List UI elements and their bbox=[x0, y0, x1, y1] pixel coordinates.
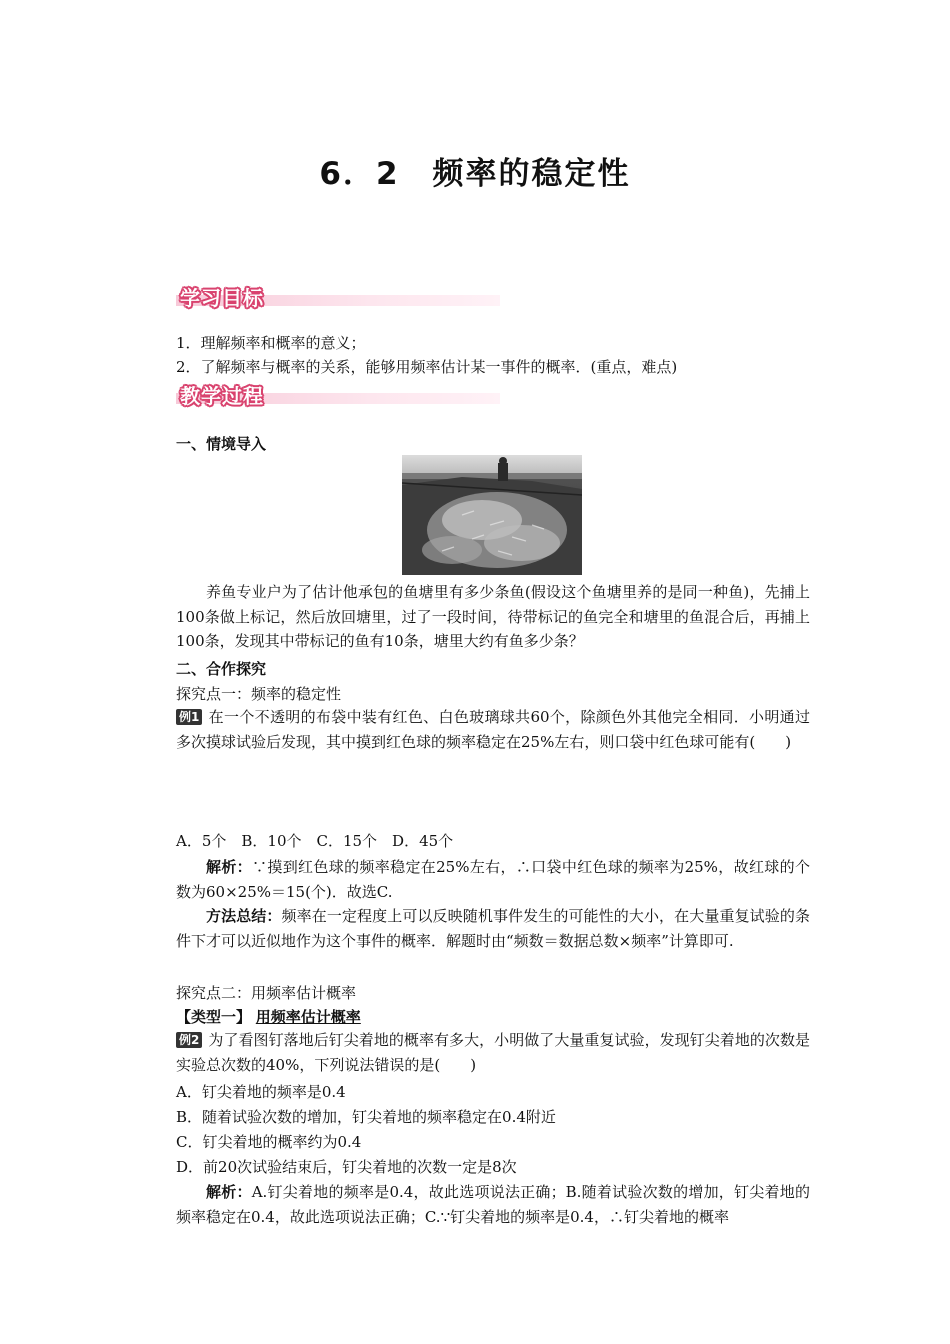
example-2-text: 为了看图钉落地后钉尖着地的概率有多大，小明做了大量重复试验，发现钉尖着地的次数是实验总次数的40%，下列说法错误的是( ) bbox=[176, 1031, 810, 1074]
intro-paragraph: 养鱼专业户为了估计他承包的鱼塘里有多少条鱼(假设这个鱼塘里养的是同一种鱼)，先捕上100条做上标记，然后放回塘里，过了一段时间，待带标记的鱼完全和塘里的鱼混合后，再捕上100条，发现其中带标记的鱼有10条，塘里大约有鱼多少条？ bbox=[176, 583, 810, 650]
method-summary bbox=[176, 904, 810, 953]
analysis-text: A.钉尖着地的频率是0.4，故此选项说法正确；B.随着试验次数的增加，钉尖着地的频率稳定在0.4，故此选项说法正确；C.∵钉尖着地的频率是0.4，∴钉尖着地的概率 bbox=[176, 1183, 810, 1226]
example-2-option-b: B．随着试验次数的增加，钉尖着地的频率稳定在0.4附近 bbox=[176, 1108, 556, 1126]
explore-point-1: 探究点一：频率的稳定性 bbox=[176, 685, 342, 703]
fish-pond-photo bbox=[402, 455, 582, 575]
example-2-option-d: D．前20次试验结束后，钉尖着地的次数一定是8次 bbox=[176, 1158, 517, 1176]
analysis-label: 解析： bbox=[206, 1183, 252, 1201]
section-heading-intro: 一、情境导入 bbox=[176, 435, 267, 453]
example-1-analysis bbox=[176, 855, 810, 904]
example-1-text: 在一个不透明的布袋中装有红色、白色玻璃球共60个，除颜色外其他完全相同．小明通过多次摸球试验后发现，其中摸到红色球的频率稳定在25%左右，则口袋中红色球可能有( ) bbox=[176, 708, 810, 751]
example-2-tag: 例2 bbox=[176, 1032, 202, 1048]
banner-label: 教学过程 bbox=[180, 384, 264, 408]
example-1-options: A．5个 B．10个 C．15个 D．45个 bbox=[176, 832, 454, 850]
type-1-label: 【类型一】 bbox=[176, 1008, 252, 1026]
fish-pond-image bbox=[402, 455, 582, 575]
banner-label: 学习目标 bbox=[180, 286, 264, 310]
method-label: 方法总结： bbox=[206, 907, 282, 925]
example-2 bbox=[176, 1028, 810, 1077]
example-1-tag: 例1 bbox=[176, 709, 202, 725]
banner-learning-goals bbox=[176, 282, 500, 312]
goal-item-2: 2．了解频率与概率的关系，能够用频率估计某一事件的概率．(重点，难点) bbox=[176, 358, 678, 376]
type-1-heading bbox=[176, 1007, 806, 1027]
section-heading-explore: 二、合作探究 bbox=[176, 660, 267, 678]
page-title: 6．2 频率的稳定性 bbox=[319, 156, 631, 192]
analysis-text: ∵摸到红色球的频率稳定在25%左右，∴口袋中红色球的频率为25%，故红球的个数为60×25%＝15(个)．故选C. bbox=[176, 858, 810, 901]
type-1-title: 用频率估计概率 bbox=[255, 1008, 361, 1026]
example-2-option-a: A．钉尖着地的频率是0.4 bbox=[176, 1083, 346, 1101]
analysis-label: 解析： bbox=[206, 858, 253, 876]
banner-teaching-process bbox=[176, 380, 500, 410]
method-text: 频率在一定程度上可以反映随机事件发生的可能性的大小，在大量重复试验的条件下才可以近似地作为这个事件的概率．解题时由“频数＝数据总数×频率”计算即可. bbox=[176, 907, 810, 950]
explore-point-2: 探究点二：用频率估计概率 bbox=[176, 984, 357, 1002]
goal-item-1: 1．理解频率和概率的意义； bbox=[176, 334, 366, 352]
example-2-option-c: C．钉尖着地的概率约为0.4 bbox=[176, 1133, 362, 1151]
example-2-analysis bbox=[176, 1180, 810, 1229]
example-1 bbox=[176, 705, 810, 754]
